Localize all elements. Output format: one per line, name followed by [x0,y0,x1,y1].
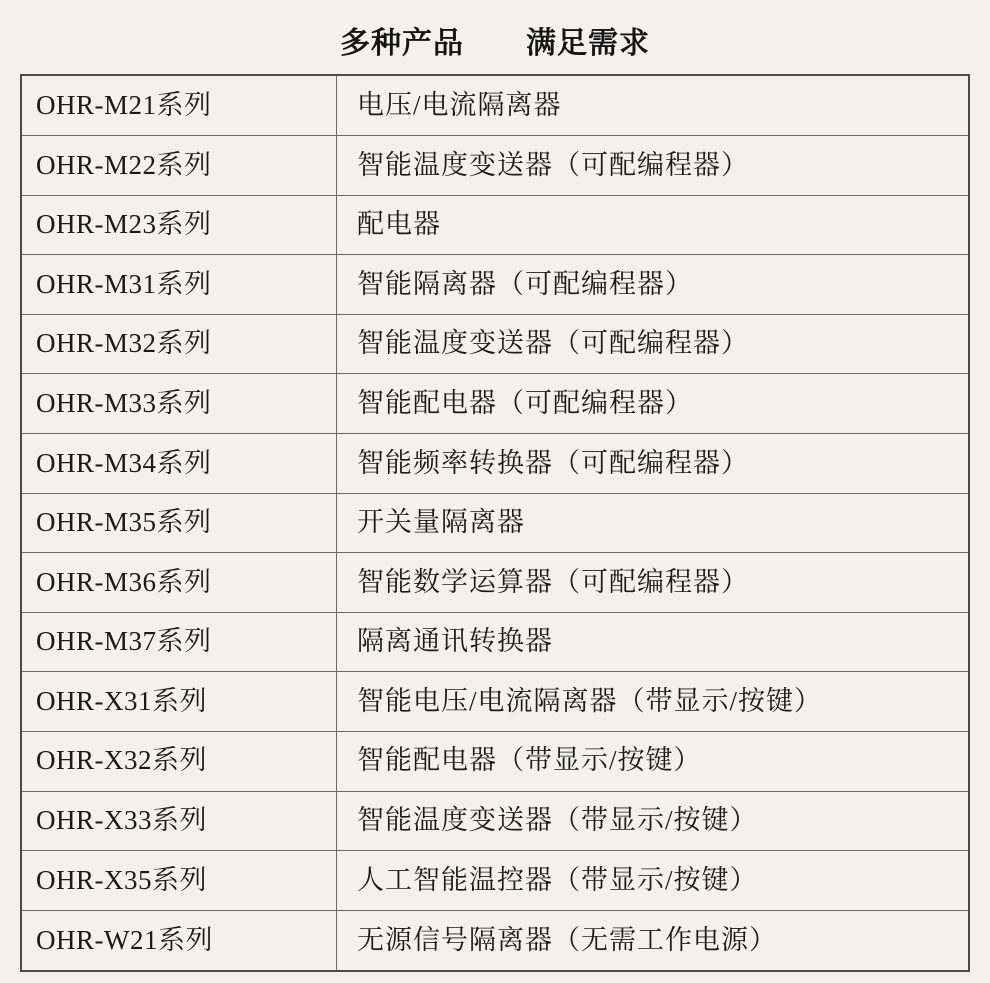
product-description: 智能数学运算器（可配编程器） [337,553,969,613]
page-title: 多种产品 满足需求 [340,27,650,60]
product-description: 智能温度变送器（可配编程器） [337,314,969,374]
product-description: 智能配电器（可配编程器） [337,374,969,434]
product-description: 智能频率转换器（可配编程器） [337,434,969,494]
product-model: OHR-M34系列 [22,434,337,494]
product-model: OHR-M33系列 [22,374,337,434]
product-model: OHR-M23系列 [22,195,337,255]
product-model: OHR-M36系列 [22,553,337,613]
table-row [22,791,968,851]
product-description: 隔离通讯转换器 [337,612,969,672]
product-model: OHR-M22系列 [22,136,337,196]
table-row [22,910,968,970]
product-model: OHR-X31系列 [22,672,337,732]
table-row [22,314,968,374]
product-model: OHR-M32系列 [22,314,337,374]
product-description: 电压/电流隔离器 [337,76,969,136]
product-description: 开关量隔离器 [337,493,969,553]
table-row [22,672,968,732]
product-description: 智能配电器（带显示/按键） [337,732,969,792]
product-description: 智能温度变送器（带显示/按键） [337,791,969,851]
product-model: OHR-X32系列 [22,732,337,792]
product-description: 智能电压/电流隔离器（带显示/按键） [337,672,969,732]
table-row [22,195,968,255]
product-model: OHR-M35系列 [22,493,337,553]
product-model: OHR-X33系列 [22,791,337,851]
table-row [22,136,968,196]
table-row [22,255,968,315]
table-row [22,612,968,672]
product-model: OHR-M21系列 [22,76,337,136]
table-row [22,732,968,792]
table-row [22,553,968,613]
table-row [22,76,968,136]
product-table-container [20,74,970,972]
product-model: OHR-M37系列 [22,612,337,672]
table-row [22,851,968,911]
product-model: OHR-M31系列 [22,255,337,315]
product-description: 无源信号隔离器（无需工作电源） [337,910,969,970]
product-model: OHR-X35系列 [22,851,337,911]
product-description: 人工智能温控器（带显示/按键） [337,851,969,911]
product-table [22,76,968,970]
product-description: 智能温度变送器（可配编程器） [337,136,969,196]
product-description: 配电器 [337,195,969,255]
table-row [22,434,968,494]
table-row [22,493,968,553]
product-description: 智能隔离器（可配编程器） [337,255,969,315]
table-row [22,374,968,434]
product-table-body [22,76,968,970]
product-model: OHR-W21系列 [22,910,337,970]
